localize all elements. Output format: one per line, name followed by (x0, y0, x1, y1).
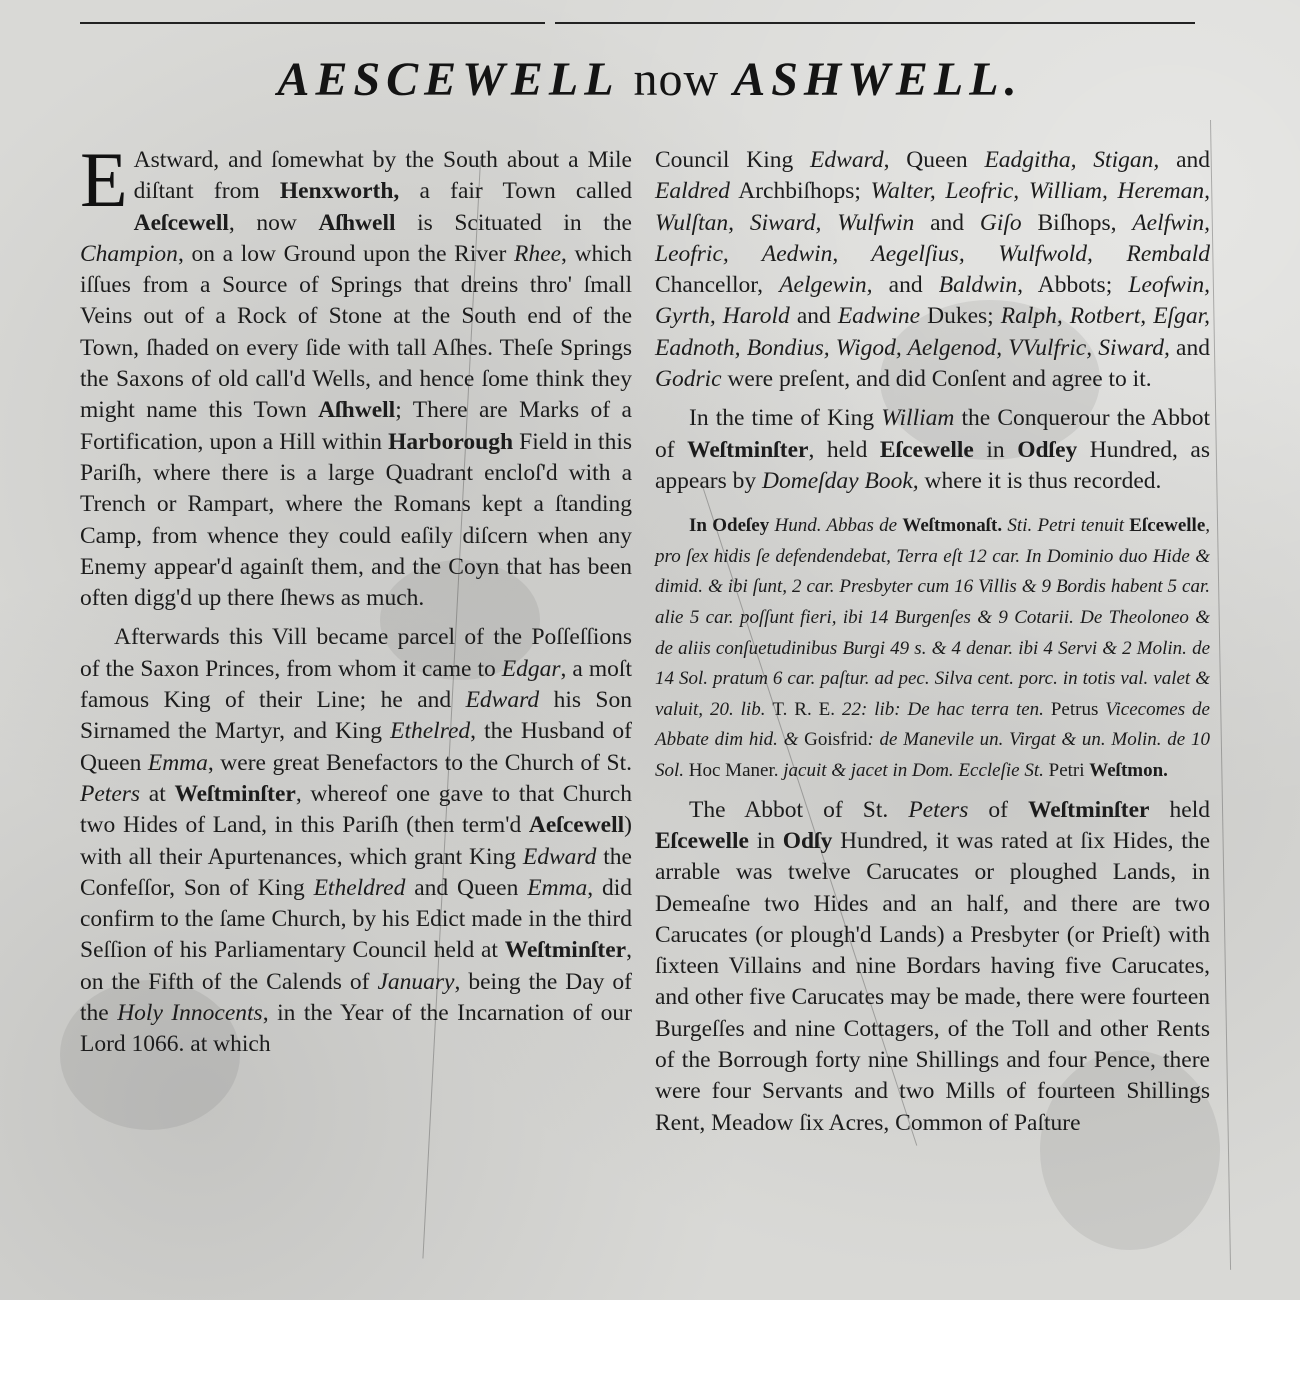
italic-text: William (881, 405, 955, 432)
left-paragraph-1 (80, 136, 632, 614)
text-run: , did confirm to the ſame Church, by his Edict made in the third Seſſion of his Parliamentary Council held at (80, 874, 632, 964)
italic-text: Holy Innocents (117, 1000, 263, 1027)
text-run: T. R. E. (772, 698, 836, 720)
text-run: is Scituated in the (395, 209, 632, 236)
text-run: Abbots; (1022, 272, 1129, 299)
text-run: and (914, 209, 980, 236)
right-paragraph-2 (655, 403, 1210, 497)
blackletter-name: Eſcewelle (879, 436, 974, 463)
text-run: , which iſſues from a Source of Springs that dreins thro' ſmall Veins out of a Rock of Stone at the South end of the Town, ſhaded on every ſide with tall Aſhes. Theſe Springs the Saxons of old call'd Wells, and hence ſome think they might name this Town (80, 240, 632, 424)
text-run: the Confeſſor, Son of King (80, 843, 632, 901)
italic-text: Eadgitha, Stigan, (984, 147, 1160, 173)
italic-text: Walter, Leofric, William, Hereman, Wulſtan, Siward, Wulfwin (655, 178, 1210, 236)
title-old-name: AESCEWELL (277, 53, 620, 106)
italic-text: Rhee (514, 240, 562, 267)
blackletter-name: Odſey (1017, 436, 1078, 463)
italic-text: Peters (80, 780, 141, 807)
italic-text: January (377, 968, 455, 995)
italic-text: Etheldred (313, 874, 406, 901)
italic-text: Ralph, Rotbert, Eſgar, Eadnoth, Bondius, Wigod, Aelgenod, VVulfric, Siward, (655, 303, 1210, 361)
text-run: Afterwards this Vill became parcel of the Poſſeſſions of the Saxon Princes, from whom it came to (80, 624, 632, 682)
text-run: Petrus (1050, 698, 1099, 720)
text-run: Goisfrid (804, 729, 868, 751)
blackletter-name: Eſcewelle (1129, 515, 1206, 537)
text-run: ) with all their Apurtenances, which grant King (80, 812, 632, 870)
text-run: and (789, 303, 838, 330)
italic-text: Ealdred (655, 178, 730, 205)
italic-text: Emma (147, 749, 208, 776)
text-run: , on the Fifth of the Calends of (80, 937, 632, 995)
text-run: in (748, 827, 783, 854)
text-run: Vicecomes de Abbate dim hid. & (655, 698, 1210, 751)
text-run: Hundred, as appears by (655, 436, 1210, 494)
italic-text: Edward (465, 687, 540, 714)
paper-scratch (1210, 120, 1231, 1270)
drop-cap: E (80, 136, 128, 223)
text-run: jacuit & jacet in Dom. Eccleſie St. (778, 760, 1049, 782)
blackletter-name: Eſcewelle (655, 827, 749, 854)
italic-text: Baldwin, (938, 272, 1023, 299)
right-column (655, 145, 1210, 1139)
text-run: and (1159, 147, 1210, 173)
top-rule-left (80, 22, 545, 24)
text-run: Biſhops, (1021, 209, 1133, 236)
text-run: held (1149, 796, 1210, 823)
text-run: the Conquerour the Abbot of (655, 405, 1210, 463)
text-run: , in the Year of the Incarnation of our Lord 1066. at which (80, 1000, 633, 1058)
blackletter-name: Harborough (388, 428, 514, 455)
text-run: and (872, 272, 939, 299)
text-run: a fair Town called (399, 178, 632, 205)
italic-text: Godric (655, 366, 722, 393)
title-new-name: ASHWELL. (733, 53, 1023, 106)
text-run: Petri (1048, 760, 1085, 782)
italic-text: Champion (80, 240, 178, 267)
text-run: , now (228, 209, 319, 236)
italic-text: Giſo (979, 209, 1022, 236)
text-run: , held (808, 436, 880, 463)
blackletter-name: Odſy (782, 827, 833, 854)
text-run: Field in this Pariſh, where there is a large Quadrant encloſ'd with a Trench or Rampart, where the Romans kept a ſtanding Camp, from whence they could eaſily diſcern when any Enemy appear'd againſt them, and the Coyn that has been often digg'd up there ſhews as much. (80, 428, 632, 612)
italic-text: Edward (810, 147, 884, 173)
left-paragraph-1-text (80, 136, 632, 612)
text-run: 22: lib: De hac terra ten. (835, 698, 1051, 720)
text-run: , were great Benefactors to the Church of St. (207, 749, 632, 776)
text-run: and Queen (405, 874, 528, 901)
blackletter-name: Henxworth, (279, 178, 400, 205)
blackletter-name: Aeſcewell (528, 812, 625, 839)
text-run: , the Husband of Queen (80, 718, 632, 776)
text-run: , pro ſex hidis ſe defendendebat, Terra eſt 12 car. In Dominio duo Hide & dimid. & ibi ſunt, 2 car. Presbyter cum 16 Villis & 9 Bordis habent 5 car. alie 5 car. poſſunt fieri, ibi 14 Burgenſes & 9 Cotarii. De Theoloneo & de aliis conſuetudinibus Burgi 49 s. & 4 denar. ibi 4 Servi & 2 Molin. de 14 Sol. pratum 6 car. paſtur. ad pec. Silva cent. porc. in totis val. valet & valuit, 20. lib. (655, 515, 1211, 720)
text-run: Hoc Maner. (688, 760, 779, 782)
blackletter-name: Weſtminſter (687, 436, 809, 463)
top-rule-right (555, 22, 1195, 24)
blackletter-name: Aſhwell (318, 397, 396, 424)
blackletter-name: Aſhwell (318, 209, 396, 236)
blackletter-name: Weſtminſter (174, 780, 296, 807)
italic-text: Aelfwin, Leofric, Aedwin, Aegelſius, Wulfwold, Rembald (655, 209, 1210, 267)
right-paragraph-3 (655, 795, 1210, 1139)
text-run: Hund. Abbas de (769, 515, 903, 537)
text-run: , a moſt famous King of their Line; he and (80, 655, 632, 714)
right-paragraph-1 (655, 145, 1210, 395)
text-run: and (1169, 334, 1210, 361)
text-run: , on a low Ground upon the River (177, 240, 515, 267)
text-run: were preſent, and did Conſent and agree to it. (721, 366, 1152, 393)
italic-text: Aelgewin, (779, 272, 873, 299)
blackletter-name: In Odeſey (689, 515, 770, 537)
text-run: The Abbot of St. (689, 796, 909, 823)
italic-text: Domeſday Book, (762, 467, 919, 494)
italic-text: Emma (527, 874, 588, 901)
italic-text: Leofwin, Gyrth, Harold (655, 272, 1210, 330)
left-paragraph-2 (80, 622, 632, 1060)
italic-text: Edward (522, 843, 597, 870)
bottom-margin (0, 1300, 1300, 1390)
blackletter-name: Aeſcewell (133, 209, 229, 236)
italic-text: Ethelred (390, 718, 471, 745)
text-run: Astward, and ſomewhat by the South about a Mile diſtant from (133, 147, 632, 205)
italic-text: Peters (908, 796, 969, 823)
domesday-extract (655, 511, 1210, 786)
text-run: his Son Sirnamed the Martyr, and King (80, 687, 633, 745)
italic-text: Eadwine (837, 303, 921, 330)
italic-text: Edgar (501, 655, 561, 682)
text-run: at (140, 780, 175, 807)
text-run: , Queen (883, 147, 985, 173)
text-run: Hundred, it was rated at ſix Hides, the arrable was twelve Carucates or ploughed Lands, in Demeaſne two Hides and an half, and there are two Carucates (or plough'd Lands) a Presbyter (or Prieſt) with ſixteen Villains and nine Bordars having five Carucates, and other five Carucates may be made, there were fourteen Burgeſſes and nine Cottagers, of the Toll and other Rents of the Borrough forty nine Shillings and four Pence, there were four Servants and two Mills of fourteen Shillings Rent, Meadow ſix Acres, Common of Paſture (655, 827, 1210, 1136)
text-run: of (968, 796, 1029, 823)
text-run: ; There are Marks of a Fortification, upon a Hill within (80, 397, 632, 455)
text-run: Council King (655, 147, 811, 173)
text-run: Chancellor, (655, 272, 780, 299)
page-title (0, 52, 1300, 107)
text-run: , being the Day of the (80, 968, 632, 1027)
text-run: Dukes; (920, 303, 1001, 330)
text-run: in (973, 436, 1018, 463)
text-run: , whereof one gave to that Church two Hides of Land, in this Pariſh (then term'd (80, 780, 632, 839)
blackletter-name: Weſtminſter (504, 937, 627, 964)
text-run: Archbiſhops; (729, 178, 871, 205)
text-run: Sti. Petri tenuit (1002, 515, 1130, 537)
text-run: : de Manevile un. Virgat & un. Molin. de 10 Sol. (655, 729, 1210, 782)
blackletter-name: Weſtmon. (1089, 760, 1168, 782)
left-column (80, 136, 633, 1061)
blackletter-name: Weſtmonaſt. (902, 515, 1003, 537)
blackletter-name: Weſtminſter (1028, 796, 1150, 823)
title-connector: now (633, 53, 720, 106)
text-run: In the time of King (689, 405, 882, 432)
text-run: where it is thus recorded. (918, 467, 1162, 494)
